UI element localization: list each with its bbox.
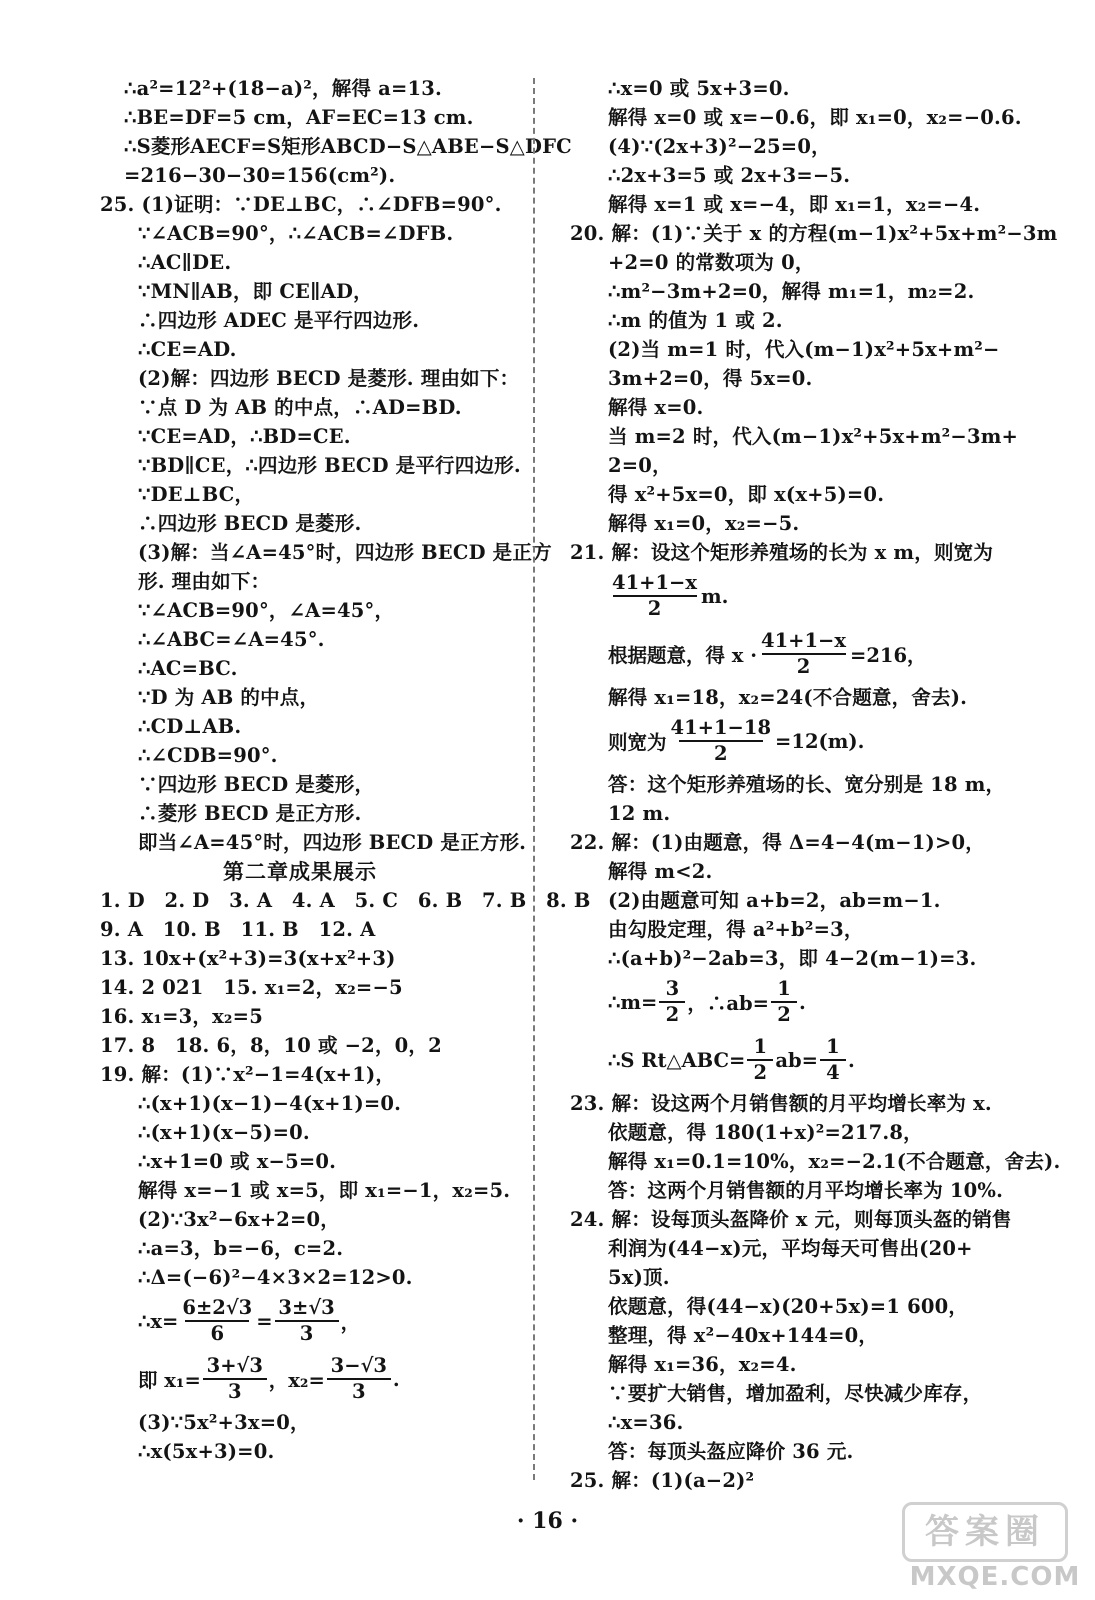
text-line: 解得 x₁=0.1=10%，x₂=−2.1(不合题意，舍去). bbox=[608, 1150, 1061, 1173]
text-line: ∴2x+3=5 或 2x+3=−5. bbox=[608, 164, 851, 187]
text-line: ∴(x+1)(x−1)−4(x+1)=0. bbox=[138, 1092, 402, 1115]
formula-suffix: . bbox=[847, 1048, 855, 1072]
text-line: 12 m. bbox=[608, 802, 671, 825]
text-line: (2)解：四边形 BECD 是菱形. 理由如下： bbox=[138, 367, 520, 390]
text-line: ∴CE=AD. bbox=[138, 338, 237, 361]
question-22: 22. 解：(1)由题意，得 Δ=4−4(m−1)>0， bbox=[570, 831, 985, 854]
text-line: 解得 x=−1 或 x=5，即 x₁=−1，x₂=5. bbox=[138, 1179, 511, 1202]
denominator: 4 bbox=[820, 1059, 846, 1085]
fraction bbox=[610, 571, 699, 621]
numerator: 41+1−x bbox=[612, 571, 698, 594]
text-line: ∴∠ABC=∠A=45°. bbox=[138, 628, 325, 651]
text-line: ∵四边形 BECD 是菱形， bbox=[138, 773, 375, 796]
text-line: ∵D 为 AB 的中点， bbox=[138, 686, 320, 709]
text-line: ∴x=36. bbox=[608, 1411, 684, 1434]
text-line: (2)∵3x²−6x+2=0， bbox=[138, 1208, 341, 1231]
formula-prefix: 根据题意，得 x · bbox=[608, 644, 757, 667]
text-line: ∴S菱形AECF=S矩形ABCD−S△ABE−S△DFC bbox=[124, 135, 572, 158]
text-line: ∴四边形 BECD 是菱形. bbox=[138, 512, 362, 535]
column-divider bbox=[533, 78, 535, 1480]
equals-sign: = bbox=[256, 1309, 273, 1333]
denominator: 2 bbox=[747, 1059, 773, 1085]
text-line: 解得 x₁=0，x₂=−5. bbox=[608, 512, 800, 535]
denominator: 3 bbox=[275, 1320, 339, 1346]
text-line: 解得 x₁=18，x₂=24(不合题意，舍去). bbox=[608, 686, 968, 709]
denominator: 2 bbox=[659, 1001, 685, 1027]
denominator: 3 bbox=[203, 1378, 267, 1404]
text-line: 3m+2=0，得 5x=0. bbox=[608, 367, 813, 390]
fraction bbox=[659, 977, 685, 1027]
text-line: 依题意，得 180(1+x)²=217.8， bbox=[608, 1121, 923, 1144]
text-line: 答：每顶头盔应降价 36 元. bbox=[608, 1440, 854, 1463]
formula-line bbox=[570, 625, 995, 683]
fraction bbox=[771, 977, 797, 1027]
question-25: 25. (1)证明：∵DE⊥BC，∴∠DFB=90°. bbox=[100, 193, 502, 216]
right-column bbox=[570, 74, 1061, 1495]
text-line: ∴(x+1)(x−5)=0. bbox=[138, 1121, 310, 1144]
text-line: ∴x(5x+3)=0. bbox=[138, 1440, 275, 1463]
formula-line bbox=[100, 1292, 520, 1350]
text-line: (3)∵5x²+3x=0， bbox=[138, 1411, 310, 1434]
text-line: ∵要扩大销售，增加盈利，尽快减少库存， bbox=[608, 1382, 983, 1405]
fraction bbox=[275, 1296, 339, 1346]
numerator: 3 bbox=[665, 977, 680, 1000]
text-line: 解得 x=0. bbox=[608, 396, 704, 419]
text-line: ∴∠CDB=90°. bbox=[138, 744, 278, 767]
text-line: 解得 x=1 或 x=−4，即 x₁=1，x₂=−4. bbox=[608, 193, 981, 216]
text-line: 16. x₁=3，x₂=5 bbox=[100, 1005, 263, 1028]
text-line: 答：这两个月销售额的月平均增长率为 10%. bbox=[608, 1179, 1004, 1202]
fraction bbox=[327, 1354, 391, 1404]
numerator: 1 bbox=[777, 977, 791, 1000]
text-line: +2=0 的常数项为 0， bbox=[608, 251, 815, 274]
text-line: 17. 8 18. 6，8，10 或 −2，0，2 bbox=[100, 1034, 442, 1057]
formula-suffix: . bbox=[392, 1367, 400, 1391]
text-line: ∴(a+b)²−2ab=3，即 4−2(m−1)=3. bbox=[608, 947, 977, 970]
text-line: 5x)顶. bbox=[608, 1266, 670, 1289]
formula-suffix: =216， bbox=[850, 644, 927, 667]
text-line: ∵CE=AD，∴BD=CE. bbox=[138, 425, 351, 448]
text-line: 得 x²+5x=0，即 x(x+5)=0. bbox=[608, 483, 885, 506]
formula-mid: ，x₂= bbox=[268, 1369, 325, 1392]
text-line: 解得 x₁=36，x₂=4. bbox=[608, 1353, 797, 1376]
question-20: 20. 解：(1)∵关于 x 的方程(m−1)x²+5x+m²−3m bbox=[570, 222, 1058, 245]
formula-suffix: . bbox=[799, 990, 806, 1014]
choice-answers: 9. A 10. B 11. B 12. A bbox=[100, 918, 376, 941]
question-19: 19. 解：(1)∵x²−1=4(x+1)， bbox=[100, 1063, 396, 1086]
text-line: =216−30−30=156(cm²). bbox=[124, 164, 396, 187]
formula-prefix: ∴x= bbox=[138, 1309, 179, 1333]
formula-line bbox=[100, 1350, 520, 1408]
denominator: 2 bbox=[613, 595, 697, 621]
section-title: 第二章成果展示 bbox=[223, 859, 377, 884]
text-line: ∵点 D 为 AB 的中点，∴AD=BD. bbox=[138, 396, 462, 419]
denominator: 3 bbox=[327, 1378, 391, 1404]
text-line: ∵∠ACB=90°，∴∠ACB=∠DFB. bbox=[138, 222, 454, 245]
denominator: 2 bbox=[762, 653, 846, 679]
text-line: (2)由题意可知 a+b=2，ab=m−1. bbox=[608, 889, 941, 912]
fraction bbox=[669, 716, 774, 766]
text-line: 答：这个矩形养殖场的长、宽分别是 18 m， bbox=[608, 773, 1006, 796]
text-line: ∵DE⊥BC， bbox=[138, 483, 255, 506]
text-line: 形. 理由如下： bbox=[138, 570, 271, 593]
fraction bbox=[747, 1035, 773, 1085]
text-line: 解得 m<2. bbox=[608, 860, 713, 883]
text-line: ∴x+1=0 或 x−5=0. bbox=[138, 1150, 337, 1173]
fraction bbox=[203, 1354, 267, 1404]
text-line: 13. 10x+(x²+3)=3(x+x²+3) bbox=[100, 947, 396, 970]
text-line: ∵∠ACB=90°，∠A=45°， bbox=[138, 599, 395, 622]
text-line: 当 m=2 时，代入(m−1)x²+5x+m²−3m+ bbox=[608, 425, 1019, 448]
text-line: ∴a²=12²+(18−a)²，解得 a=13. bbox=[124, 77, 443, 100]
text-line: ∴x=0 或 5x+3=0. bbox=[608, 77, 790, 100]
text-line: ∴Δ=(−6)²−4×3×2=12>0. bbox=[138, 1266, 413, 1289]
text-line: 即当∠A=45°时，四边形 BECD 是正方形. bbox=[138, 831, 527, 854]
denominator: 2 bbox=[679, 740, 763, 766]
numerator: 6±2√3 bbox=[182, 1296, 253, 1319]
watermark-url: MXQE.COM bbox=[909, 1562, 1081, 1592]
formula-suffix: =12(m). bbox=[775, 729, 865, 753]
formula-prefix: 即 x₁= bbox=[138, 1369, 201, 1392]
numerator: 1 bbox=[753, 1035, 768, 1058]
formula-line bbox=[570, 567, 995, 625]
text-line: 利润为(44−x)元，平均每天可售出(20+ bbox=[608, 1237, 973, 1260]
text-line: ∵BD∥CE，∴四边形 BECD 是平行四边形. bbox=[138, 454, 521, 477]
formula-line bbox=[570, 973, 995, 1031]
formula-mid: ，∴ab= bbox=[687, 992, 769, 1015]
fraction bbox=[820, 1035, 846, 1085]
watermark bbox=[900, 1502, 1090, 1598]
text-line: 由勾股定理，得 a²+b²=3， bbox=[608, 918, 864, 941]
numerator: 3−√3 bbox=[330, 1354, 387, 1377]
numerator: 3±√3 bbox=[278, 1296, 335, 1319]
formula-prefix: ∴S Rt△ABC= bbox=[608, 1048, 746, 1072]
numerator: 1 bbox=[826, 1035, 840, 1058]
formula-mid: ab= bbox=[775, 1048, 818, 1072]
text-line: ∴AC∥DE. bbox=[138, 251, 232, 274]
text-line: (3)解：当∠A=45°时，四边形 BECD 是正方 bbox=[138, 541, 552, 564]
fraction bbox=[180, 1296, 254, 1346]
choice-answers: 1. D 2. D 3. A 4. A 5. C 6. B 7. B 8. B bbox=[100, 889, 591, 912]
question-25: 25. 解：(1)(a−2)² bbox=[570, 1469, 755, 1492]
text-line: ∴a=3，b=−6，c=2. bbox=[138, 1237, 344, 1260]
text-line: ∴菱形 BECD 是正方形. bbox=[138, 802, 362, 825]
formula-line bbox=[570, 1031, 995, 1089]
text-line: (2)当 m=1 时，代入(m−1)x²+5x+m²− bbox=[608, 338, 1000, 361]
text-line: 依题意，得(44−x)(20+5x)=1 600， bbox=[608, 1295, 969, 1318]
numerator: 41+1−x bbox=[761, 629, 847, 652]
text-line: ∴AC=BC. bbox=[138, 657, 238, 680]
left-column bbox=[100, 74, 591, 1466]
text-line: ∴BE=DF=5 cm，AF=EC=13 cm. bbox=[124, 106, 474, 129]
text-line: 2=0， bbox=[608, 454, 672, 477]
formula-suffix: ， bbox=[340, 1311, 361, 1334]
fraction bbox=[759, 629, 848, 679]
question-24: 24. 解：设每顶头盔降价 x 元，则每顶头盔的销售 bbox=[570, 1208, 1012, 1231]
text-line: 整理，得 x²−40x+144=0， bbox=[608, 1324, 879, 1347]
text-line: ∴m²−3m+2=0，解得 m₁=1，m₂=2. bbox=[608, 280, 975, 303]
text-line: ∴m 的值为 1 或 2. bbox=[608, 309, 783, 332]
denominator: 2 bbox=[771, 1001, 797, 1027]
question-21: 21. 解：设这个矩形养殖场的长为 x m，则宽为 bbox=[570, 541, 994, 564]
text-line: 14. 2 021 15. x₁=2，x₂=−5 bbox=[100, 976, 403, 999]
formula-line bbox=[570, 712, 995, 770]
question-23: 23. 解：设这两个月销售额的月平均增长率为 x. bbox=[570, 1092, 992, 1115]
text-line: ∵MN∥AB，即 CE∥AD， bbox=[138, 280, 373, 303]
numerator: 41+1−18 bbox=[670, 716, 772, 739]
watermark-logo: 答案圈 bbox=[902, 1502, 1068, 1562]
text-line: (4)∵(2x+3)²−25=0， bbox=[608, 135, 831, 158]
page-number: · 16 · bbox=[516, 1508, 579, 1534]
denominator: 6 bbox=[185, 1320, 249, 1346]
formula-suffix: m. bbox=[701, 584, 729, 608]
formula-prefix: ∴m= bbox=[608, 990, 658, 1014]
text-line: ∴CD⊥AB. bbox=[138, 715, 242, 738]
text-line: 解得 x=0 或 x=−0.6，即 x₁=0，x₂=−0.6. bbox=[608, 106, 1022, 129]
numerator: 3+√3 bbox=[206, 1354, 263, 1377]
formula-prefix: 则宽为 bbox=[608, 731, 667, 754]
text-line: ∴四边形 ADEC 是平行四边形. bbox=[138, 309, 420, 332]
